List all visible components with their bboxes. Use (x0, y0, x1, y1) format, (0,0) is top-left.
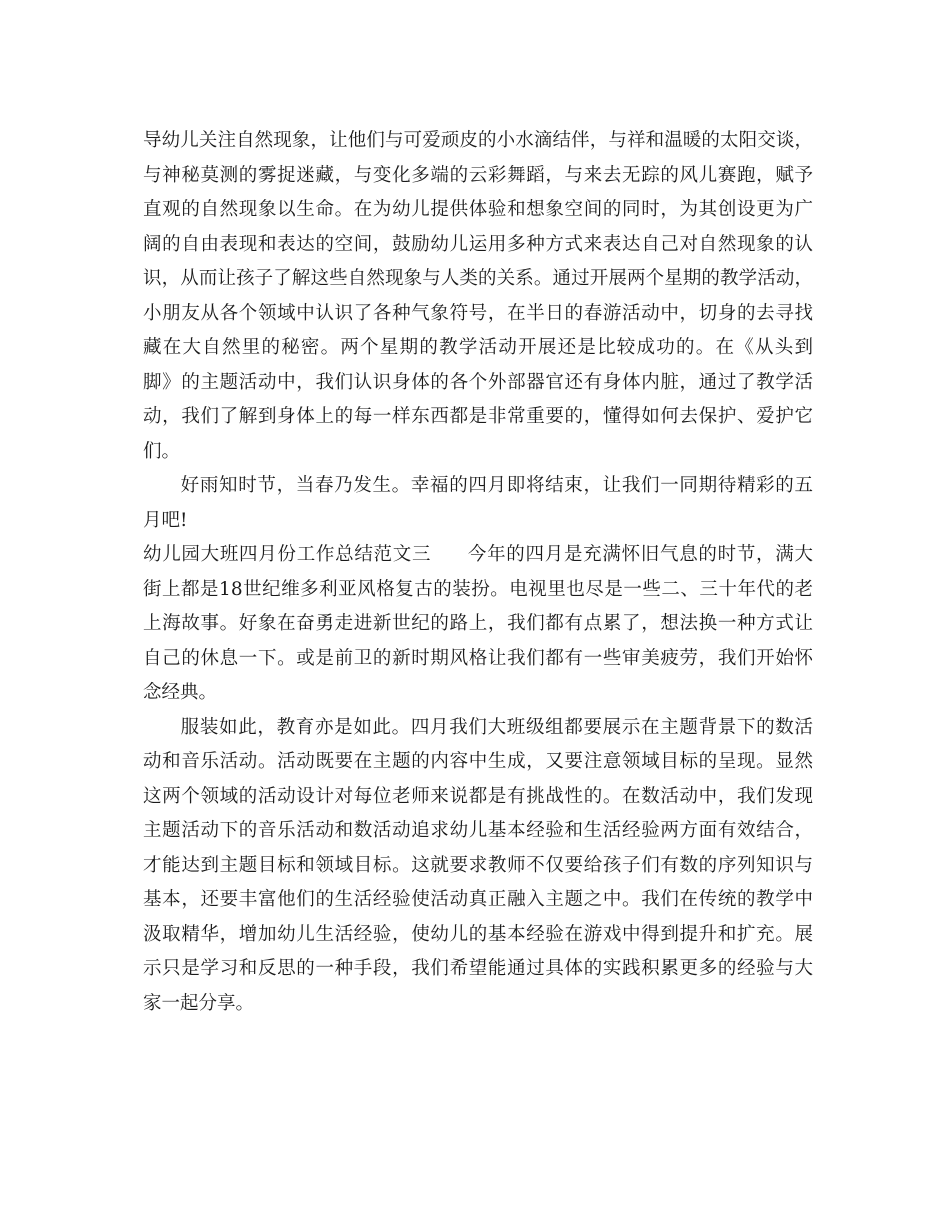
text-line (143, 711, 813, 746)
section-heading: 幼儿园大班四月份工作总结范文三 (143, 544, 432, 565)
text-line: 动和音乐活动。活动既要在主题的内容中生成，又要注意领域目标的呈现。显然 (143, 751, 813, 772)
text-line: 直观的自然现象以生命。在为幼儿提供体验和想象空间的同时，为其创设更为广 (143, 199, 813, 220)
text-line: 这两个领域的活动设计对每位老师来说都是有挑战性的。在数活动中，我们发现 (143, 785, 813, 807)
text-line: 藏在大自然里的秘密。两个星期的教学活动开展还是比较成功的。在《从头到 (143, 337, 813, 358)
text-line: 自己的休息一下。或是前卫的新时期风格让我们都有一些审美疲劳，我们开始怀 (143, 647, 813, 669)
text-line: 月吧! (143, 509, 188, 531)
text-line: 们。 (143, 440, 181, 462)
text-line-content: 今年的四月是充满怀旧气息的时节，满大 (467, 544, 813, 565)
text-line: 上海故事。好象在奋勇走进新世纪的路上，我们都有点累了，想法换一种方式让 (143, 613, 813, 634)
text-line (143, 469, 813, 504)
text-line: 脚》的主题活动中，我们认识身体的各个外部器官还有身体内脏，通过了教学活 (143, 371, 813, 393)
text-line: 家一起分享。 (143, 992, 255, 1014)
text-line: 小朋友从各个领域中认识了各种气象符号，在半日的春游活动中，切身的去寻找 (143, 302, 813, 324)
text-line: 基本，还要丰富他们的生活经验使活动真正融入主题之中。我们在传统的教学中 (143, 889, 813, 910)
paragraph-section-three (143, 538, 813, 711)
text-line: 阔的自由表现和表达的空间，鼓励幼儿运用多种方式来表达自己对自然现象的认 (143, 233, 813, 255)
paragraph-education-reflection (143, 711, 813, 1022)
paragraph-nature-phenomena (143, 124, 813, 469)
text-line-content: 好雨知时节，当春乃发生。幸福的四月即将结束，让我们一同期待精彩的五 (180, 475, 813, 496)
text-line: 汲取精华，增加幼儿生活经验，使幼儿的基本经验在游戏中得到提升和扩充。展 (143, 923, 813, 945)
text-line: 主题活动下的音乐活动和数活动追求幼儿基本经验和生活经验两方面有效结合， (143, 820, 813, 841)
text-line-content: 服装如此，教育亦是如此。四月我们大班级组都要展示在主题背景下的数活 (180, 716, 813, 738)
text-line: 动，我们了解到身体上的每一样东西都是非常重要的，懂得如何去保护、爱护它 (143, 406, 813, 427)
text-line: 示只是学习和反思的一种手段，我们希望能通过具体的实践积累更多的经验与大 (143, 958, 813, 979)
text-line: 识，从而让孩子了解这些自然现象与人类的关系。通过开展两个星期的教学活动， (143, 268, 813, 289)
document-body (143, 124, 813, 1021)
text-line: 与神秘莫测的雾捉迷藏，与变化多端的云彩舞蹈，与来去无踪的风儿赛跑，赋予 (143, 164, 813, 186)
text-line (143, 538, 813, 573)
text-line: 才能达到主题目标和领域目标。这就要求教师不仅要给孩子们有数的序列知识与 (143, 854, 813, 876)
text-line: 念经典。 (143, 682, 218, 703)
text-line: 导幼儿关注自然现象，让他们与可爱顽皮的小水滴结伴，与祥和温暖的太阳交谈， (143, 130, 813, 151)
paragraph-spring-closing (143, 469, 813, 538)
text-line: 街上都是18世纪维多利亚风格复古的装扮。电视里也尽是一些二、三十年代的老 (143, 578, 813, 600)
